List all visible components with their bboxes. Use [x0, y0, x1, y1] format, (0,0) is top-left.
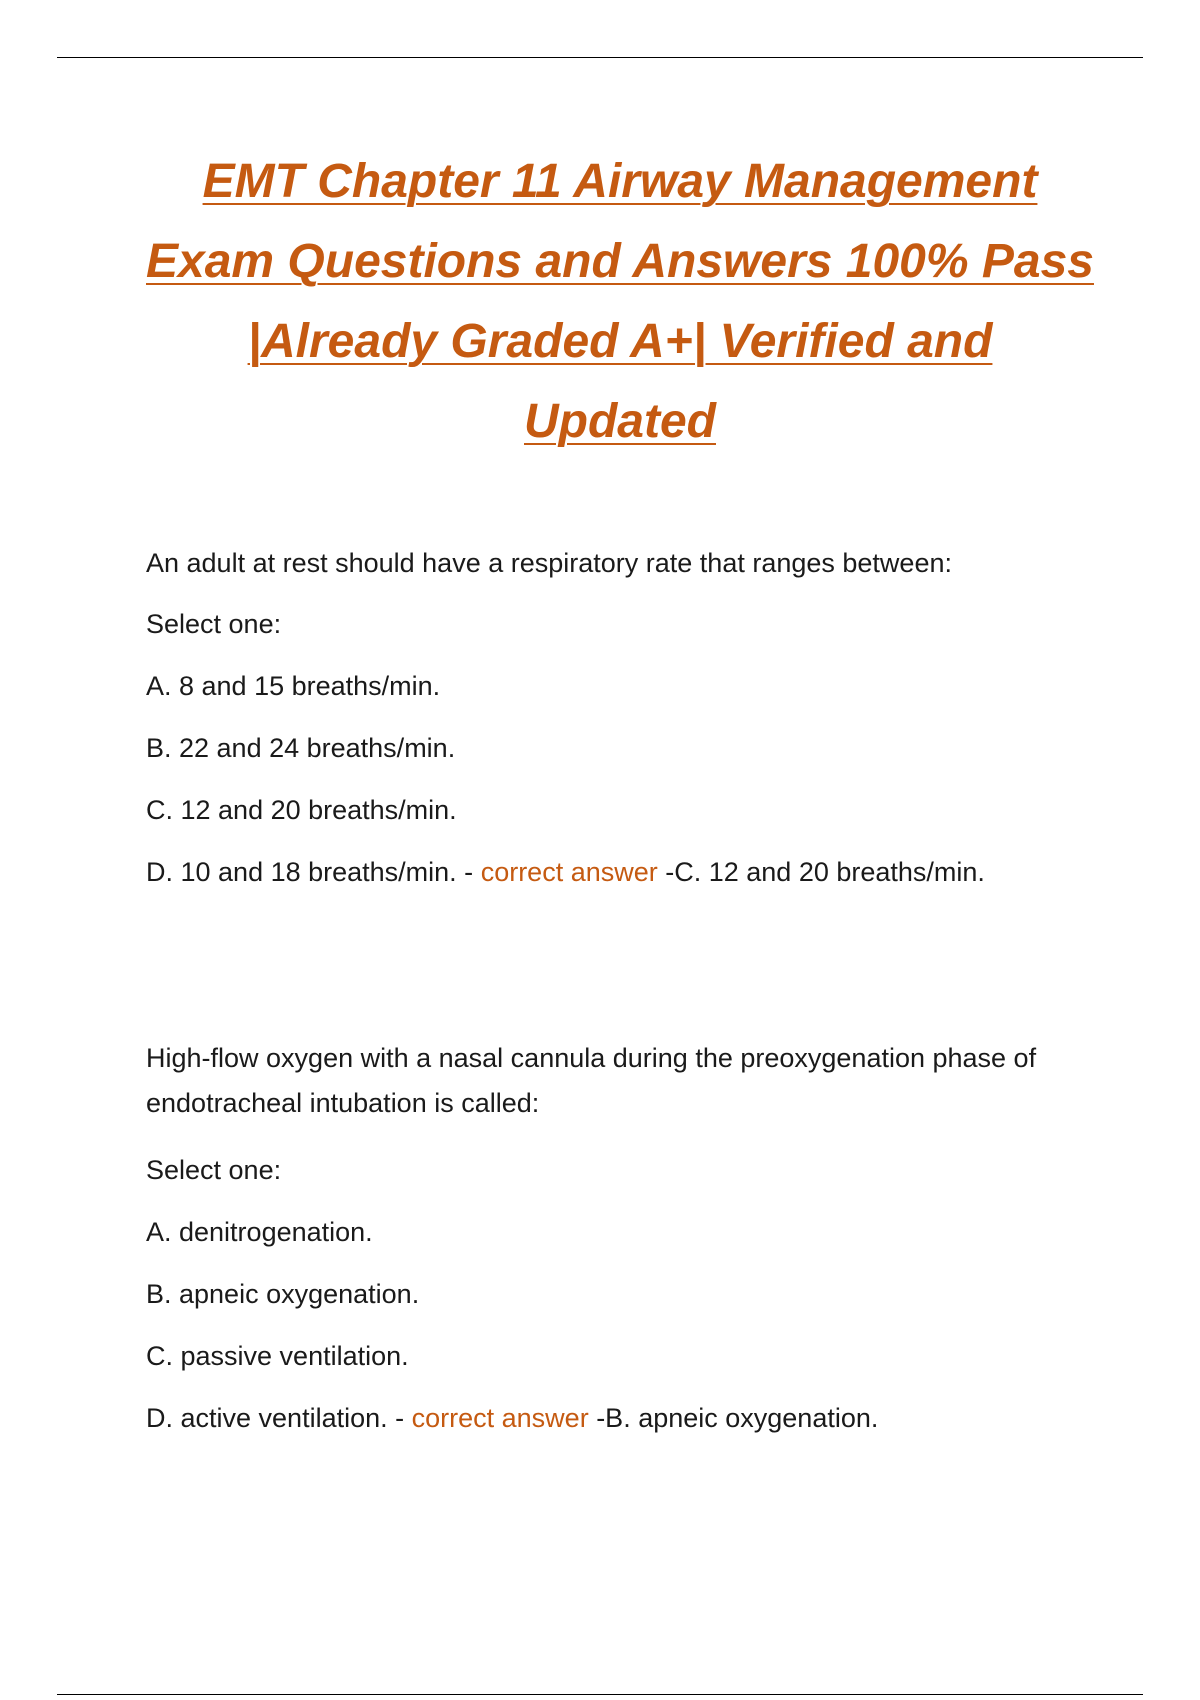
title-line-3: |Already Graded A+| Verified and: [247, 315, 993, 368]
option-c: C. passive ventilation.: [146, 1341, 409, 1371]
answer-text: -B. apneic oxygenation.: [588, 1403, 879, 1433]
select-one-label: Select one:: [146, 609, 282, 639]
title-line-2: Exam Questions and Answers 100% Pass: [146, 235, 1094, 288]
answer-text: -C. 12 and 20 breaths/min.: [657, 857, 985, 887]
option-b: B. 22 and 24 breaths/min.: [146, 733, 456, 763]
question-2: [146, 1036, 1106, 1449]
select-one-label: Select one:: [146, 1155, 282, 1185]
option-d: D. active ventilation. -: [146, 1403, 412, 1433]
bottom-divider: [57, 1694, 1143, 1695]
option-d-with-answer: [146, 841, 1106, 903]
option-b: B. apneic oxygenation.: [146, 1279, 420, 1309]
option-c: C. 12 and 20 breaths/min.: [146, 795, 457, 825]
option-a: A. 8 and 15 breaths/min.: [146, 671, 441, 701]
option-a: A. denitrogenation.: [146, 1217, 373, 1247]
correct-answer-label: correct answer: [480, 857, 658, 887]
question-1: [146, 541, 1106, 903]
top-divider: [57, 57, 1143, 58]
question-prompt: High-flow oxygen with a nasal cannula during the preoxygenation phase of endotracheal intubation is called:: [146, 1043, 1037, 1118]
document-title: [100, 142, 1140, 462]
title-line-4: Updated: [524, 395, 716, 448]
title-line-1: EMT Chapter 11 Airway Management: [202, 155, 1038, 208]
correct-answer-label: correct answer: [411, 1403, 589, 1433]
question-prompt: An adult at rest should have a respiratory rate that ranges between:: [146, 548, 952, 578]
option-d: D. 10 and 18 breaths/min. -: [146, 857, 481, 887]
option-d-with-answer: [146, 1387, 1106, 1449]
